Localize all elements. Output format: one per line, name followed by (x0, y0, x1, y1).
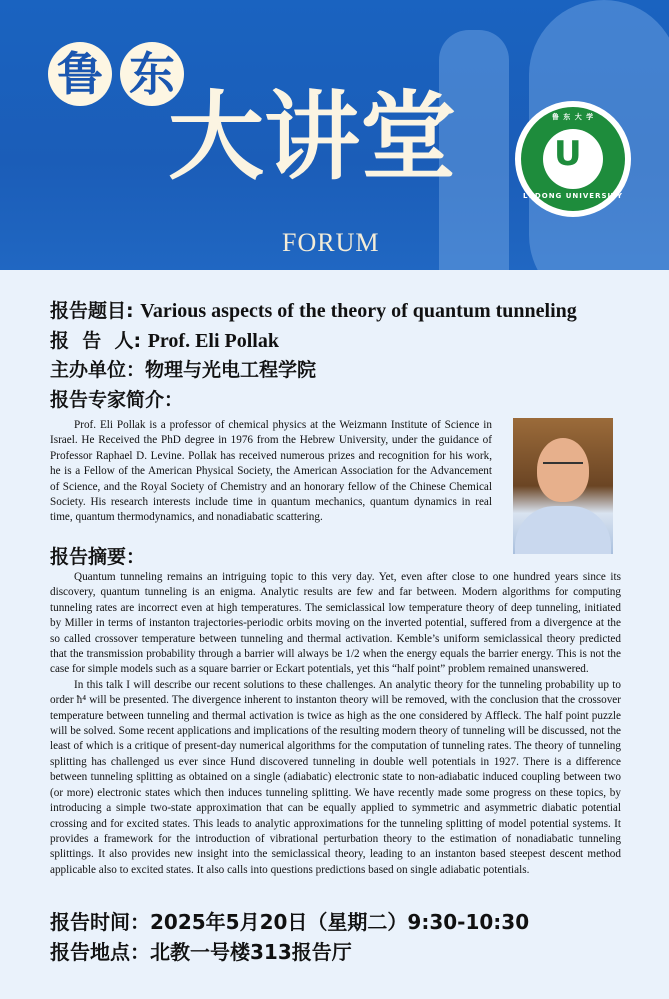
speaker-bio: Prof. Eli Pollak is a professor of chemical physics at the Weizmann Institute of Science in Israel. He Received the PhD degree in 1976 from the Hebrew University, under the guidance of Professor Raphael D. Levine. Pollak has received numerous prizes and recognition for his work, he is a Fellow of the American Physical Society, the American Association for the Advancement of Science, and the Royal Society of Chemistry and an honorary fellow of the Chinese Chemical Society. His research interests include time in quantum mechanics, quantum dynamics in real time, quantum thermodynamics, and nonadiabatic scattering. (50, 419, 492, 524)
place-line (50, 936, 352, 965)
speaker-label: 报 告 人: (50, 330, 142, 352)
university-logo (515, 101, 631, 217)
abstract-paragraph-1: Quantum tunneling remains an intriguing topic to this very day. Yet, even after close to one hundred years since its discovery, quantum tunneling is an enigma. Analytic results are few and far between. Modern algorithms for computing tunneling rates are incorrect even at high temperatures. The semiclassical low temperature theory of deep tunneling, initiated by Miller in terms of instanton trajectories-periodic orbits moving on the inverted potential, suffered from a divergence at the so called crossover temperature between tunneling and thermal activation. Kemble’s uniform semiclassical theory predicted that the transmission probability through a barrier will always be 1/2 when the energy equals the barrier energy. This is not the case for simple models such as a square barrier or Eckart potentials, yet this “half point” problem remained unanswered. (50, 571, 621, 676)
time-line (50, 906, 529, 935)
talk-title: Various aspects of the theory of quantum tunneling (140, 300, 577, 322)
host-line (50, 355, 316, 382)
header-banner (0, 0, 669, 270)
logo-cn-text: 鲁 东 大 学 (551, 113, 595, 121)
speaker-photo (513, 418, 613, 554)
talk-time: 2025年5月20日（星期二）9:30-10:30 (150, 910, 530, 934)
host-name: 物理与光电工程学院 (145, 359, 317, 381)
title-char-lu: 鲁 (48, 42, 112, 106)
forum-label: FORUM (282, 228, 380, 257)
title-char-dong: 东 (120, 42, 184, 106)
speaker-line (50, 326, 279, 353)
abstract (50, 570, 621, 878)
logo-text: LUDONG UNIVERSITY (523, 192, 623, 200)
talk-place: 北教一号楼313报告厅 (150, 940, 352, 964)
bio-heading: 报告专家简介： (50, 389, 184, 411)
logo-mark-icon: U (554, 134, 582, 174)
speaker-name: Prof. Eli Pollak (147, 330, 279, 352)
abstract-paragraph-2: In this talk I will describe our recent solutions to these challenges. An analytic theory for the tunneling probability up to order ħ⁴ will be presented. The divergence inherent to instanton theory will be removed, with the conclusion that the crossover temperature between tunneling and thermal activation is twice as high as the one considered by Affleck. The half point puzzle will be solved. Some recent applications and implications of the resulting modern theory of tunneling will be discussed, not the least of which is a critique of present-day numerical algorithms for the computation of tunneling rates. The theory of tunneling splitting has challenged us ever since Hund discovered tunneling in double well potentials in 1927. There is a difference between tunneling splitting as obtained on a single (adiabatic) electronic state to non-adiabatic induced coupling between two (or more) electronic states which then induces tunneling splitting. We have recently made some progress on these topics, by introducing a simple two-state approximation that can be equally applied to symmetric and asymmetric diabatic potential crossing and for excited states. This leads to analytic approximations for the tunneling splitting of model potential systems. It provides a framework for the introduction of vibrational perturbation theory to the estimation of nonadiabatic tunneling splittings. It also provides new insight into the semiclassical theory, leading to an instanton based steepest descent method applicable also to excited states. It also calls into questions predictions based on single adiabatic potentials. (50, 678, 621, 876)
talk-title-line (50, 296, 577, 323)
host-label: 主办单位： (50, 359, 146, 381)
abstract-heading: 报告摘要： (50, 546, 146, 568)
time-label: 报告时间： (50, 910, 150, 934)
title-large: 大讲堂 (168, 80, 456, 193)
logo-year: 1930 (564, 180, 582, 186)
talk-title-label: 报告题目: (50, 300, 134, 322)
place-label: 报告地点： (50, 940, 150, 964)
